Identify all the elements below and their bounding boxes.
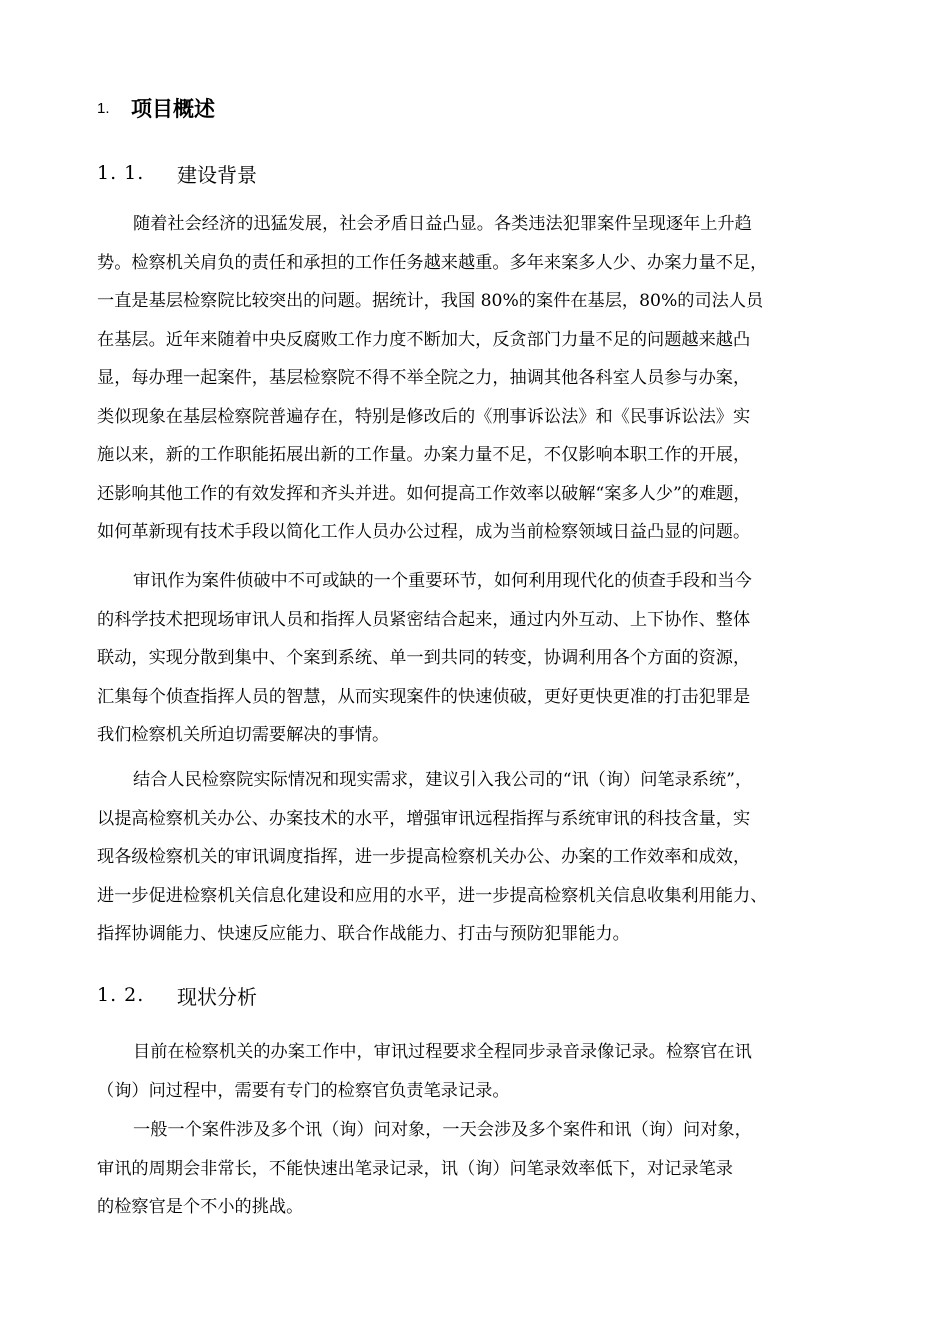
- section-number: 1. 2.: [97, 984, 145, 1006]
- section-title: 建设背景: [177, 162, 257, 187]
- section-1-heading: [97, 92, 215, 124]
- text-line: 类似现象在基层检察院普遍存在，特别是修改后的《刑事诉讼法》和《民事诉讼法》实: [97, 406, 751, 427]
- paragraph-background-2: [97, 562, 887, 755]
- text-line: 结合人民检察院实际情况和现实需求，建议引入我公司的“讯（询）问笔录系统”，: [133, 770, 753, 790]
- section-1-1-heading: [97, 158, 257, 188]
- paragraph-status-1: [97, 1033, 887, 1110]
- paragraph-background-1: [97, 205, 887, 552]
- text-line: 进一步促进检察机关信息化建设和应用的水平，进一步提高检察机关信息收集利用能力、: [97, 885, 768, 906]
- text-line: 联动，实现分散到集中、个案到系统、单一到共同的转变，协调利用各个方面的资源，: [97, 648, 751, 668]
- text-line: 目前在检察机关的办案工作中，审讯过程要求全程同步录音录像记录。检察官在讯: [133, 1042, 752, 1062]
- text-line: 现各级检察机关的审讯调度指挥，进一步提高检察机关办公、办案的工作效率和成效，: [97, 847, 751, 867]
- text-line: 的检察官是个不小的挑战。: [97, 1197, 304, 1217]
- text-line: 如何革新现有技术手段以简化工作人员办公过程，成为当前检察领域日益凸显的问题。: [97, 522, 751, 542]
- section-number: 1.: [97, 99, 110, 117]
- text-line: 汇集每个侦查指挥人员的智慧，从而实现案件的快速侦破，更好更快更准的打击犯罪是: [97, 686, 751, 707]
- text-line: 指挥协调能力、快速反应能力、联合作战能力、打击与预防犯罪能力。: [97, 924, 630, 944]
- section-number: 1. 1.: [97, 162, 145, 184]
- text-line: 势。检察机关肩负的责任和承担的工作任务越来越重。多年来案多人少、办案力量不足，: [97, 252, 768, 273]
- text-line: 的科学技术把现场审讯人员和指挥人员紧密结合起来，通过内外互动、上下协作、整体: [97, 609, 751, 630]
- paragraph-background-3: [97, 761, 887, 954]
- text-line: 我们检察机关所迫切需要解决的事情。: [97, 725, 390, 745]
- text-line: 还影响其他工作的有效发挥和齐头并进。如何提高工作效率以破解“案多人少”的难题，: [97, 483, 751, 504]
- section-1-2-heading: [97, 980, 257, 1010]
- text-line: 施以来，新的工作职能拓展出新的工作量。办案力量不足，不仅影响本职工作的开展，: [97, 445, 751, 465]
- text-line: 随着社会经济的迅猛发展，社会矛盾日益凸显。各类违法犯罪案件呈现逐年上升趋: [133, 214, 752, 234]
- text-line: 一般一个案件涉及多个讯（询）问对象，一天会涉及多个案件和讯（询）问对象，: [133, 1120, 752, 1140]
- text-line: 审讯的周期会非常长，不能快速出笔录记录，讯（询）问笔录效率低下，对记录笔录: [97, 1158, 733, 1179]
- section-title: 现状分析: [177, 984, 257, 1009]
- text-line: （询）问过程中，需要有专门的检察官负责笔录记录。: [97, 1080, 510, 1101]
- text-line: 在基层。近年来随着中央反腐败工作力度不断加大，反贪部门力量不足的问题越来越凸: [97, 329, 751, 350]
- text-line: 一直是基层检察院比较突出的问题。据统计，我国 80%的案件在基层，80%的司法人员: [97, 291, 764, 311]
- text-line: 显，每办理一起案件，基层检察院不得不举全院之力，抽调其他各科室人员参与办案，: [97, 368, 751, 388]
- text-line: 以提高检察机关办公、办案技术的水平，增强审讯远程指挥与系统审讯的科技含量，实: [97, 808, 751, 829]
- paragraph-status-2: [97, 1111, 887, 1227]
- section-title: 项目概述: [131, 97, 215, 121]
- text-line: 审讯作为案件侦破中不可或缺的一个重要环节，如何利用现代化的侦查手段和当今: [133, 571, 752, 591]
